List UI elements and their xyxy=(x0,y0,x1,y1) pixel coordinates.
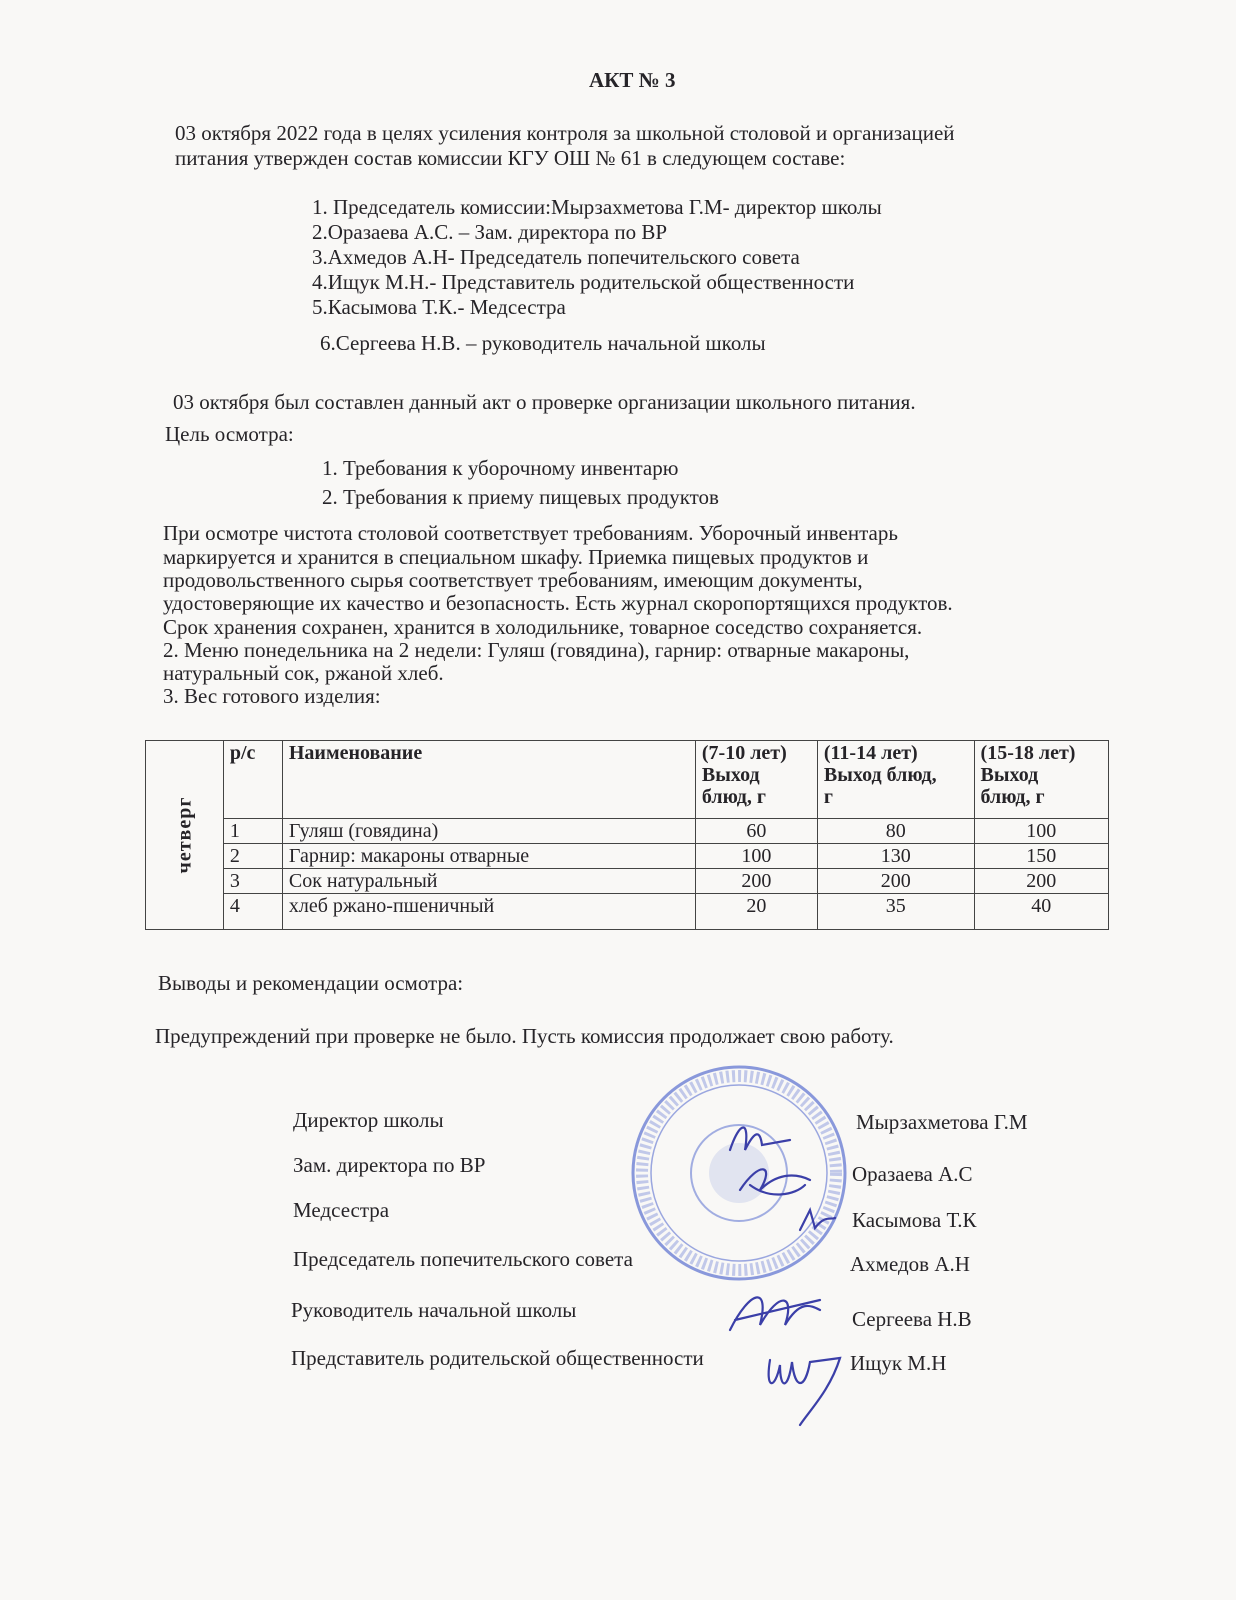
commission-member: 2.Оразаева А.С. – Зам. директора по ВР xyxy=(312,220,668,244)
commission-member: 3.Ахмедов А.Н- Председатель попечительского совета xyxy=(312,245,800,269)
body-line: 2. Меню понедельника на 2 недели: Гуляш (говядина), гарнир: отварные макароны, xyxy=(163,638,910,662)
table-row: 4 хлеб ржано-пшеничный 20 35 40 xyxy=(146,894,1109,930)
signature-name: Оразаева А.С xyxy=(852,1162,973,1186)
signature-role: Руководитель начальной школы xyxy=(291,1298,577,1322)
signature-name: Мырзахметова Г.М xyxy=(856,1110,1028,1134)
intro-line: 03 октября 2022 года в целях усиления контроля за школьной столовой и организацией xyxy=(175,121,955,145)
body-line: При осмотре чистота столовой соответствует требованиям. Уборочный инвентарь xyxy=(163,521,898,545)
commission-member: 1. Председатель комиссии:Мырзахметова Г.М- директор школы xyxy=(312,195,882,219)
table-header-row xyxy=(146,741,1109,819)
header-age-15-18: (15-18 лет) Выход блюд, г xyxy=(974,741,1108,819)
header-name: Наименование xyxy=(282,741,695,819)
dish-weight-table xyxy=(145,740,1109,930)
goal-label: Цель осмотра: xyxy=(165,422,294,446)
conclusion-text: Предупреждений при проверке не было. Пусть комиссия продолжает свою работу. xyxy=(155,1024,894,1048)
table-row: 2 Гарнир: макароны отварные 100 130 150 xyxy=(146,844,1109,869)
body-line: продовольственного сырья соответствует требованиям, имеющим документы, xyxy=(163,568,863,592)
document-title: АКТ № 3 xyxy=(589,68,676,92)
signature-role: Председатель попечительского совета xyxy=(293,1247,633,1271)
header-num: р/с xyxy=(223,741,282,819)
commission-member: 6.Сергеева Н.В. – руководитель начальной школы xyxy=(320,331,766,355)
signature-role: Зам. директора по ВР xyxy=(293,1153,486,1177)
body-line: маркируется и хранится в специальном шкафу. Приемка пищевых продуктов и xyxy=(163,545,869,569)
signature-role: Медсестра xyxy=(293,1198,390,1222)
act-statement: 03 октября был составлен данный акт о проверке организации школьного питания. xyxy=(173,390,916,414)
table-row: 3 Сок натуральный 200 200 200 xyxy=(146,869,1109,894)
handwritten-signatures xyxy=(700,1100,880,1430)
signature-name: Касымова Т.К xyxy=(852,1208,977,1232)
conclusions-label: Выводы и рекомендации осмотра: xyxy=(158,971,464,995)
body-line: удостоверяющие их качество и безопасность. Есть журнал скоропортящихся продуктов. xyxy=(163,591,953,615)
header-age-7-10: (7-10 лет) Выход блюд, г xyxy=(695,741,817,819)
signature-role: Директор школы xyxy=(293,1108,444,1132)
signature-name: Ищук М.Н xyxy=(850,1351,947,1375)
body-line: 3. Вес готового изделия: xyxy=(163,684,381,708)
goal-item: 1. Требования к уборочному инвентарю xyxy=(322,456,679,480)
commission-member: 5.Касымова Т.К.- Медсестра xyxy=(312,295,566,319)
signature-name: Сергеева Н.В xyxy=(852,1307,972,1331)
goal-item: 2. Требования к приему пищевых продуктов xyxy=(322,485,719,509)
intro-line: питания утвержден состав комиссии КГУ ОШ № 61 в следующем составе: xyxy=(175,146,846,170)
body-line: Срок хранения сохранен, хранится в холодильнике, товарное соседство сохраняется. xyxy=(163,615,923,639)
body-line: натуральный сок, ржаной хлеб. xyxy=(163,661,444,685)
signature-name: Ахмедов А.Н xyxy=(850,1252,970,1276)
table-row: 1 Гуляш (говядина) 60 80 100 xyxy=(146,819,1109,844)
signature-role: Представитель родительской общественности xyxy=(291,1346,704,1370)
commission-member: 4.Ищук М.Н.- Представитель родительской общественности xyxy=(312,270,855,294)
header-age-11-14: (11-14 лет) Выход блюд, г xyxy=(817,741,974,819)
day-cell: четверг xyxy=(146,741,224,930)
